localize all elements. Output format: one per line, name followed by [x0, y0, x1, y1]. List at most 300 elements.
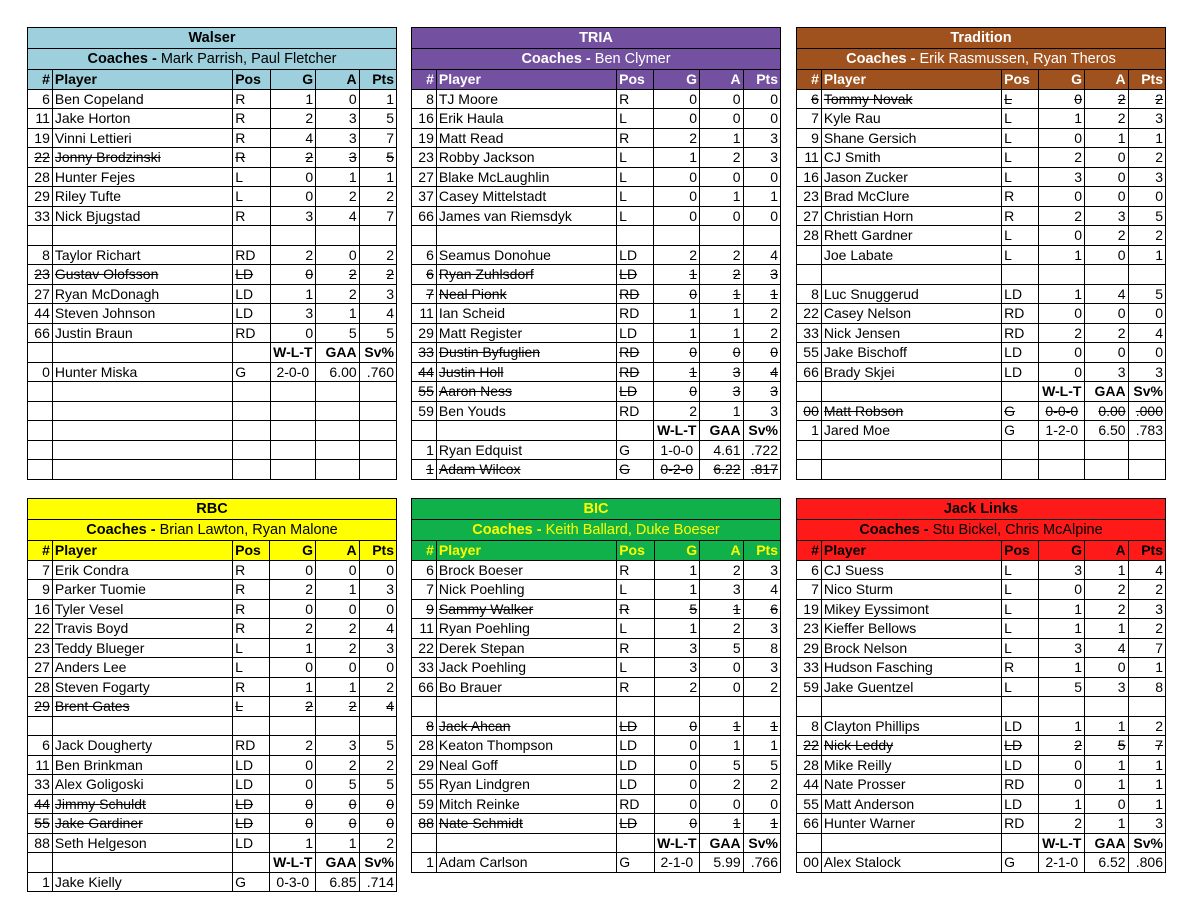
points-value: 3: [1128, 599, 1165, 619]
goals-value: 2: [654, 677, 700, 697]
player-position: RD: [233, 736, 270, 756]
goals-value: 0: [654, 775, 700, 795]
player-name: Casey Mittelstadt: [436, 187, 616, 207]
jersey-number: 28: [797, 226, 822, 246]
empty-cell: [316, 401, 360, 421]
empty-cell: [52, 226, 232, 246]
jersey-number: 6: [28, 89, 53, 109]
blank-row: [28, 460, 397, 480]
col-header-position: Pos: [617, 541, 654, 561]
assists-value: 5: [700, 638, 744, 658]
col-header-points: Pts: [359, 541, 396, 561]
skater-row: [28, 638, 397, 658]
player-position: G: [1002, 401, 1039, 421]
player-position: R: [233, 599, 270, 619]
coaches-label: Coaches -: [86, 521, 160, 538]
empty-cell: [1085, 460, 1129, 480]
player-name: Erik Haula: [436, 109, 616, 129]
jersey-number: 29: [412, 323, 437, 343]
jersey-number: 6: [797, 89, 822, 109]
points-value: 7: [1128, 638, 1165, 658]
player-name: Justin Braun: [52, 323, 232, 343]
jersey-number: 59: [412, 794, 437, 814]
empty-cell: [270, 440, 316, 460]
player-position: LD: [617, 716, 654, 736]
points-value: 0: [1128, 304, 1165, 324]
jersey-number: 19: [797, 599, 822, 619]
player-name: Anders Lee: [52, 658, 232, 678]
goals-value: 2: [270, 245, 316, 265]
empty-cell: [1002, 440, 1039, 460]
goalie-stats-header-row: [412, 421, 781, 441]
goals-value: 0: [654, 755, 700, 775]
jersey-number: 66: [797, 814, 822, 834]
empty-cell: [233, 440, 270, 460]
skater-row: [797, 619, 1166, 639]
team-name: Tradition: [797, 28, 1166, 49]
player-position: L: [617, 187, 654, 207]
col-header-goals: G: [1039, 541, 1085, 561]
goalie-stats-header-row: [797, 833, 1166, 853]
empty-cell: [28, 460, 53, 480]
jersey-number: 23: [28, 265, 53, 285]
assists-value: 0: [1085, 794, 1129, 814]
player-position: L: [233, 167, 270, 187]
col-header-position: Pos: [1002, 541, 1039, 561]
goals-value: 1: [654, 362, 700, 382]
goals-value: 2: [270, 148, 316, 168]
goals-value: 0: [654, 167, 700, 187]
jersey-number: 33: [412, 343, 437, 363]
player-position: LD: [617, 775, 654, 795]
assists-value: 3: [1085, 206, 1129, 226]
assists-value: 1: [700, 304, 744, 324]
assists-value: 1: [316, 304, 360, 324]
goals-value: 2: [1039, 736, 1085, 756]
goalie-row: [412, 460, 781, 480]
points-value: 2: [359, 833, 396, 853]
jersey-number: 16: [412, 109, 437, 129]
skater-row: [797, 89, 1166, 109]
player-name: Mike Reilly: [821, 755, 1001, 775]
assists-value: 0: [700, 343, 744, 363]
player-name: Taylor Richart: [52, 245, 232, 265]
player-position: L: [617, 167, 654, 187]
skater-row: [28, 814, 397, 834]
jersey-number: 29: [28, 697, 53, 717]
goals-value: 2: [270, 619, 316, 639]
player-position: L: [1002, 677, 1039, 697]
points-value: 5: [359, 148, 396, 168]
player-position: LD: [617, 323, 654, 343]
player-name: Parker Tuomie: [52, 580, 232, 600]
empty-cell: [1039, 460, 1085, 480]
empty-cell: [1002, 460, 1039, 480]
empty-cell: [270, 716, 316, 736]
player-name: Mikey Eyssimont: [821, 599, 1001, 619]
col-header-points: Pts: [743, 541, 780, 561]
player-name: Adam Wilcox: [436, 460, 616, 480]
skater-row: [28, 833, 397, 853]
goals-value: 0: [654, 716, 700, 736]
col-header-number: #: [412, 70, 437, 90]
goals-value: 1: [1039, 619, 1085, 639]
player-name: Ryan Edquist: [436, 440, 616, 460]
skater-row: [797, 148, 1166, 168]
save-pct-header: Sv%: [1128, 833, 1165, 853]
assists-value: 3: [316, 128, 360, 148]
jersey-number: 22: [412, 638, 437, 658]
skater-row: [797, 284, 1166, 304]
skater-row: [412, 323, 781, 343]
points-value: 4: [743, 362, 780, 382]
assists-value: 2: [1085, 323, 1129, 343]
empty-cell: [412, 697, 437, 717]
team-name-row: [28, 499, 397, 520]
points-value: 2: [743, 323, 780, 343]
gaa-header: GAA: [316, 853, 360, 873]
points-value: 3: [743, 265, 780, 285]
blank-row: [797, 697, 1166, 717]
jersey-number: 6: [412, 245, 437, 265]
points-value: 4: [359, 619, 396, 639]
assists-value: 1: [316, 833, 360, 853]
skater-row: [412, 148, 781, 168]
goals-value: 0: [654, 814, 700, 834]
player-name: Jake Kielly: [52, 872, 232, 892]
coaches-label: Coaches -: [472, 521, 546, 538]
jersey-number: 1: [797, 421, 822, 441]
team-name: BIC: [412, 499, 781, 520]
wlt-header: W-L-T: [1039, 833, 1085, 853]
skater-row: [412, 128, 781, 148]
jersey-number: 00: [797, 853, 822, 873]
gaa-header: GAA: [1085, 382, 1129, 402]
assists-value: 2: [1085, 109, 1129, 129]
player-name: James van Riemsdyk: [436, 206, 616, 226]
jersey-number: 29: [412, 755, 437, 775]
player-position: L: [1002, 560, 1039, 580]
skater-row: [797, 245, 1166, 265]
points-value: 7: [359, 206, 396, 226]
empty-cell: [617, 833, 654, 853]
empty-cell: [1128, 697, 1165, 717]
player-name: Jack Dougherty: [52, 736, 232, 756]
player-name: Casey Nelson: [821, 304, 1001, 324]
blank-row: [797, 460, 1166, 480]
jersey-number: 55: [412, 775, 437, 795]
column-header-row: [797, 70, 1166, 90]
assists-value: 2: [316, 187, 360, 207]
skater-row: [28, 245, 397, 265]
coaches-names: Stu Bickel, Chris McAlpine: [932, 521, 1103, 538]
goals-value: 0: [1039, 226, 1085, 246]
coaches-line: [797, 49, 1166, 70]
player-name: Luc Snuggerud: [821, 284, 1001, 304]
jersey-number: 27: [412, 167, 437, 187]
goals-value: 3: [1039, 167, 1085, 187]
skater-row: [797, 775, 1166, 795]
skater-row: [797, 206, 1166, 226]
points-value: 0: [743, 167, 780, 187]
goals-value: 3: [654, 638, 700, 658]
assists-value: 2: [316, 638, 360, 658]
player-name: Jason Zucker: [821, 167, 1001, 187]
assists-value: 1: [1085, 814, 1129, 834]
assists-value: 0: [316, 89, 360, 109]
assists-value: 5: [700, 755, 744, 775]
skater-row: [797, 794, 1166, 814]
assists-value: 1: [1085, 128, 1129, 148]
skater-row: [412, 265, 781, 285]
empty-cell: [1039, 265, 1085, 285]
empty-cell: [821, 265, 1001, 285]
jersey-number: 7: [28, 560, 53, 580]
col-header-position: Pos: [1002, 70, 1039, 90]
player-name: Brad McClure: [821, 187, 1001, 207]
empty-cell: [270, 382, 316, 402]
points-value: 1: [1128, 128, 1165, 148]
gaa-header: GAA: [700, 833, 744, 853]
empty-cell: [233, 460, 270, 480]
col-header-player: Player: [52, 70, 232, 90]
skater-row: [797, 755, 1166, 775]
jersey-number: 33: [797, 658, 822, 678]
player-name: Jack Ahcan: [436, 716, 616, 736]
player-name: Travis Boyd: [52, 619, 232, 639]
points-value: 4: [359, 697, 396, 717]
assists-value: 0: [316, 658, 360, 678]
assists-value: 1: [700, 284, 744, 304]
goals-value: 1: [270, 284, 316, 304]
jersey-number: 29: [797, 638, 822, 658]
assists-value: 1: [1085, 716, 1129, 736]
jersey-number: 7: [412, 284, 437, 304]
col-header-assists: A: [316, 541, 360, 561]
empty-cell: [52, 460, 232, 480]
assists-value: 0: [700, 677, 744, 697]
empty-cell: [233, 421, 270, 441]
player-position: R: [1002, 206, 1039, 226]
player-position: LD: [1002, 794, 1039, 814]
empty-cell: [233, 226, 270, 246]
player-name: Ian Scheid: [436, 304, 616, 324]
assists-value: 4: [1085, 284, 1129, 304]
skater-row: [412, 677, 781, 697]
skater-row: [412, 187, 781, 207]
goals-against-average-value: 6.00: [316, 362, 360, 382]
player-name: Matt Robson: [821, 401, 1001, 421]
player-name: Nick Leddy: [821, 736, 1001, 756]
player-position: RD: [617, 401, 654, 421]
team-name-row: [28, 28, 397, 49]
player-name: Riley Tufte: [52, 187, 232, 207]
assists-value: 1: [700, 599, 744, 619]
goalie-stats-header-row: [412, 833, 781, 853]
player-name: Kyle Rau: [821, 109, 1001, 129]
goals-value: 0: [270, 187, 316, 207]
goals-value: 5: [1039, 677, 1085, 697]
skater-row: [797, 658, 1166, 678]
coaches-label: Coaches -: [859, 521, 933, 538]
player-name: CJ Suess: [821, 560, 1001, 580]
skater-row: [412, 343, 781, 363]
jersey-number: 1: [412, 853, 437, 873]
save-percentage-value: .000: [1128, 401, 1165, 421]
goals-value: 1: [654, 560, 700, 580]
col-header-player: Player: [821, 541, 1001, 561]
points-value: 2: [1128, 89, 1165, 109]
jersey-number: 11: [412, 304, 437, 324]
skater-row: [28, 265, 397, 285]
player-name: TJ Moore: [436, 89, 616, 109]
goals-value: 3: [270, 206, 316, 226]
assists-value: 2: [700, 265, 744, 285]
blank-row: [28, 440, 397, 460]
skater-row: [797, 362, 1166, 382]
points-value: 3: [1128, 167, 1165, 187]
player-position: LD: [233, 775, 270, 795]
goals-value: 1: [1039, 658, 1085, 678]
player-position: R: [617, 677, 654, 697]
player-name: Robby Jackson: [436, 148, 616, 168]
goals-value: 0: [270, 658, 316, 678]
empty-cell: [233, 343, 270, 363]
player-position: R: [233, 619, 270, 639]
points-value: 5: [359, 736, 396, 756]
assists-value: 1: [700, 187, 744, 207]
empty-cell: [28, 716, 53, 736]
assists-value: 3: [316, 736, 360, 756]
goals-against-average-value: 6.52: [1085, 853, 1129, 873]
empty-cell: [359, 460, 396, 480]
skater-row: [412, 775, 781, 795]
col-header-position: Pos: [233, 541, 270, 561]
jersey-number: 19: [28, 128, 53, 148]
skater-row: [28, 109, 397, 129]
team-name: Jack Links: [797, 499, 1166, 520]
team-name-row: [412, 28, 781, 49]
jersey-number: 7: [797, 109, 822, 129]
player-position: LD: [1002, 716, 1039, 736]
empty-cell: [617, 226, 654, 246]
player-position: L: [233, 638, 270, 658]
col-header-position: Pos: [233, 70, 270, 90]
jersey-number: 23: [797, 619, 822, 639]
jersey-number: 33: [28, 775, 53, 795]
player-position: R: [1002, 187, 1039, 207]
points-value: 3: [359, 638, 396, 658]
points-value: 1: [1128, 755, 1165, 775]
team-table-bic: [411, 498, 781, 873]
player-name: Steven Johnson: [52, 304, 232, 324]
player-name: Justin Holl: [436, 362, 616, 382]
player-position: RD: [617, 362, 654, 382]
assists-value: 2: [316, 755, 360, 775]
jersey-number: 66: [797, 362, 822, 382]
player-name: Jake Gardiner: [52, 814, 232, 834]
empty-cell: [412, 833, 437, 853]
goals-value: 1: [654, 619, 700, 639]
save-pct-header: Sv%: [743, 421, 780, 441]
skater-row: [412, 716, 781, 736]
player-name: Clayton Phillips: [821, 716, 1001, 736]
goals-against-average-value: 6.22: [700, 460, 744, 480]
jersey-number: 7: [412, 580, 437, 600]
empty-cell: [436, 421, 616, 441]
player-name: Nate Schmidt: [436, 814, 616, 834]
player-position: L: [1002, 245, 1039, 265]
blank-row: [797, 265, 1166, 285]
team-table-tria: [411, 27, 781, 480]
player-position: RD: [617, 304, 654, 324]
empty-cell: [28, 401, 53, 421]
player-name: Nate Prosser: [821, 775, 1001, 795]
assists-value: 3: [316, 148, 360, 168]
goals-value: 2: [1039, 206, 1085, 226]
assists-value: 4: [1085, 638, 1129, 658]
empty-cell: [359, 716, 396, 736]
jersey-number: 44: [28, 794, 53, 814]
jersey-number: 9: [412, 599, 437, 619]
points-value: 0: [359, 560, 396, 580]
jersey-number: 33: [28, 206, 53, 226]
skater-row: [28, 323, 397, 343]
empty-cell: [654, 697, 700, 717]
points-value: 7: [359, 128, 396, 148]
empty-cell: [617, 421, 654, 441]
skater-row: [412, 794, 781, 814]
empty-cell: [52, 421, 232, 441]
assists-value: 1: [316, 677, 360, 697]
points-value: 3: [743, 560, 780, 580]
save-pct-header: Sv%: [359, 853, 396, 873]
assists-value: 0: [316, 245, 360, 265]
points-value: 2: [1128, 148, 1165, 168]
skater-row: [28, 619, 397, 639]
player-position: L: [1002, 148, 1039, 168]
team-name: TRIA: [412, 28, 781, 49]
col-header-assists: A: [1085, 541, 1129, 561]
empty-cell: [233, 716, 270, 736]
empty-cell: [821, 382, 1001, 402]
column-header-row: [412, 70, 781, 90]
coaches-names: Ben Clymer: [594, 50, 671, 67]
player-position: L: [1002, 619, 1039, 639]
blank-row: [28, 421, 397, 441]
points-value: 2: [359, 265, 396, 285]
goals-value: 0: [654, 187, 700, 207]
goals-value: 1: [654, 580, 700, 600]
assists-value: 5: [316, 323, 360, 343]
jersey-number: 44: [28, 304, 53, 324]
points-value: 5: [359, 109, 396, 129]
skater-row: [797, 580, 1166, 600]
goals-value: 1: [1039, 245, 1085, 265]
skater-row: [797, 323, 1166, 343]
player-position: L: [233, 697, 270, 717]
empty-cell: [316, 460, 360, 480]
points-value: 3: [1128, 814, 1165, 834]
col-header-assists: A: [316, 70, 360, 90]
jersey-number: 0: [28, 362, 53, 382]
assists-value: 2: [1085, 599, 1129, 619]
empty-cell: [270, 401, 316, 421]
skater-row: [28, 167, 397, 187]
points-value: 1: [743, 187, 780, 207]
player-name: Neal Goff: [436, 755, 616, 775]
skater-row: [28, 775, 397, 795]
